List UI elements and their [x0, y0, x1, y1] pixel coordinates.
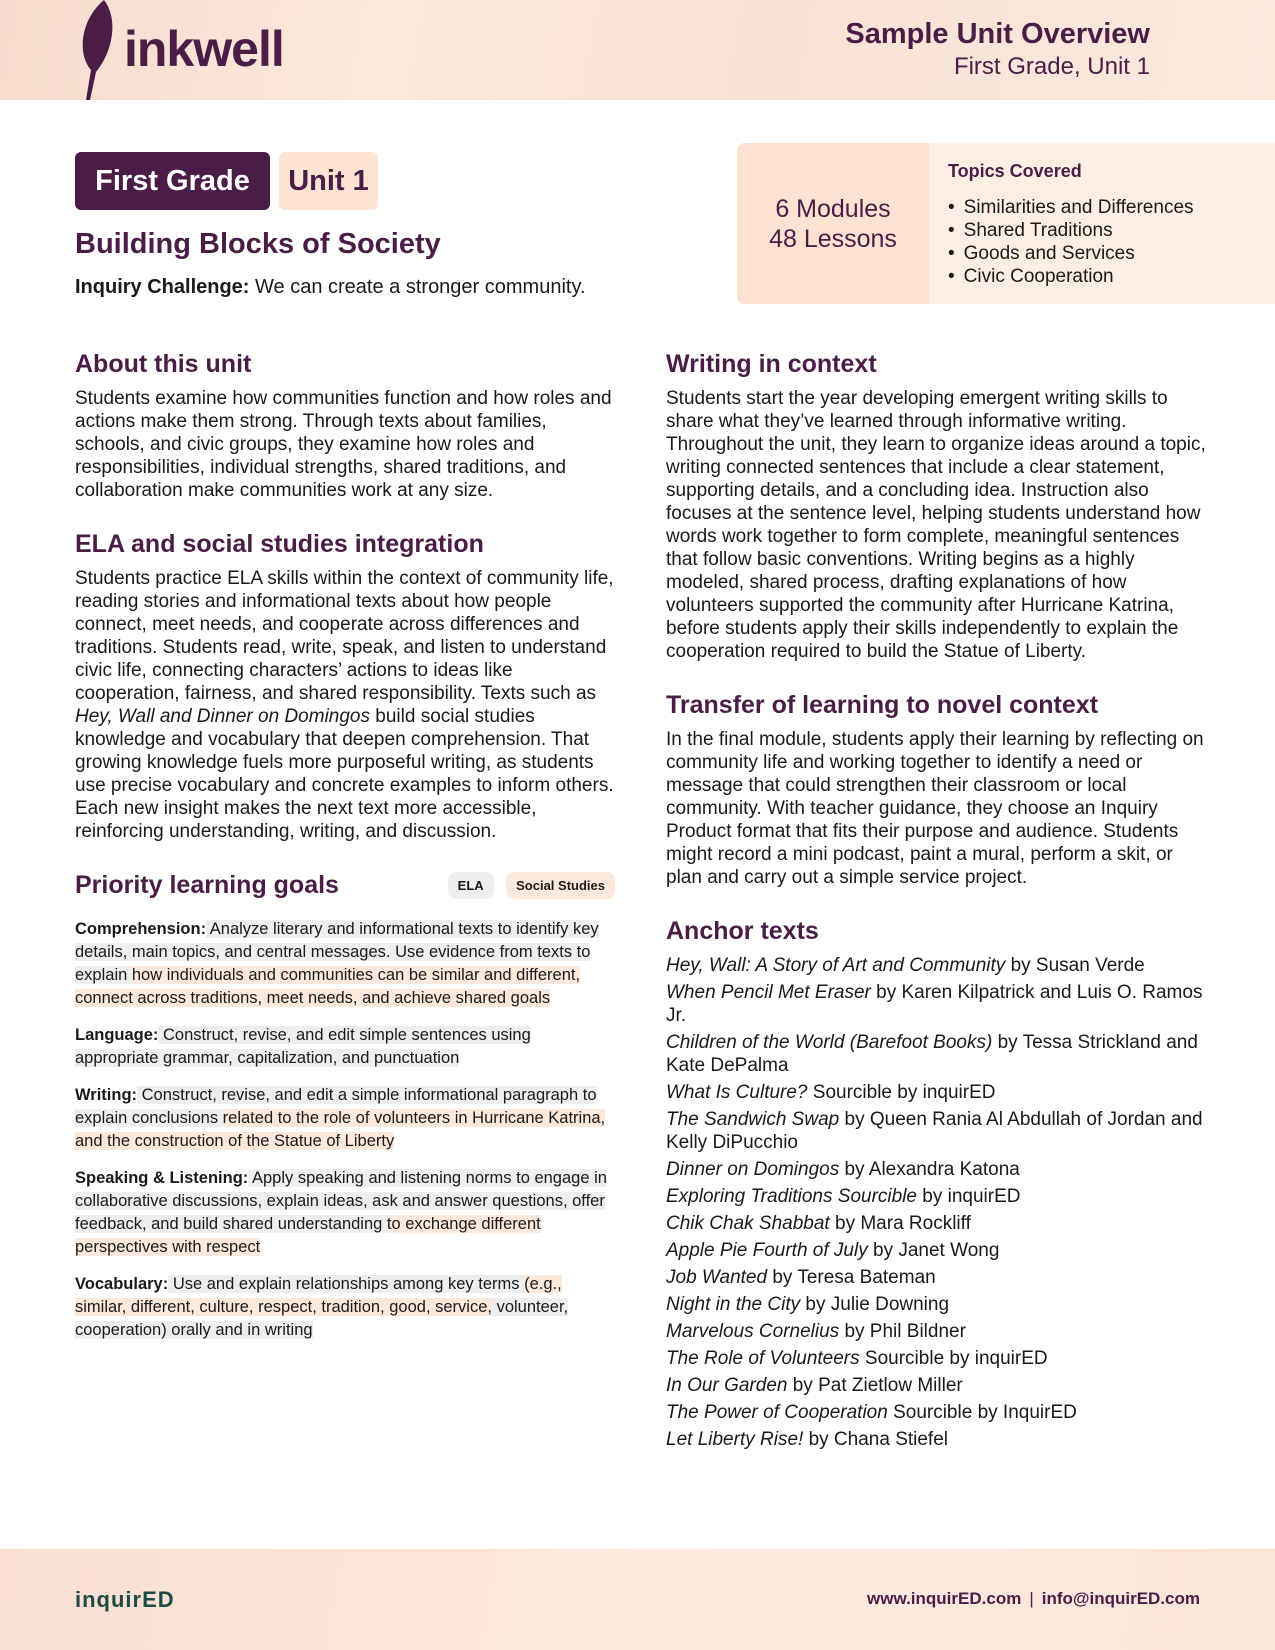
anchor-text-item: Let Liberty Rise! by Chana Stiefel: [666, 1429, 948, 1450]
topics-heading: Topics Covered: [948, 161, 1082, 181]
anchor-text-item: What Is Culture? Sourcible by inquirED: [666, 1082, 996, 1103]
integration-section: [75, 530, 615, 843]
section-heading: ELA and social studies integration: [75, 530, 484, 558]
section-text: Students examine how communities function and how roles and actions make them strong. Through texts about families, schools, and civic groups, they examine how roles and responsibilities, individual strengths, shared traditions, and collaboration make communities work at any size.: [75, 388, 612, 501]
anchor-text-item: Exploring Traditions Sourcible by inquirED: [666, 1186, 1021, 1207]
anchor-text-item: Chik Chak Shabbat by Mara Rockliff: [666, 1213, 971, 1234]
inquiry-challenge: [75, 276, 586, 299]
section-heading: Transfer of learning to novel context: [666, 691, 1099, 719]
section-heading: Anchor texts: [666, 917, 819, 945]
writing-section: [666, 350, 1206, 663]
social-studies-tag: Social Studies: [506, 872, 615, 899]
topic-item: • Shared Traditions: [948, 219, 1194, 242]
section-heading: Writing in context: [666, 350, 877, 378]
inquired-logo: inquirED: [75, 1587, 175, 1612]
anchor-text-item: The Sandwich Swap by Queen Rania Al Abdullah of Jordan and Kelly DiPucchio: [666, 1109, 1203, 1153]
inquiry-text: We can create a stronger community.: [249, 276, 586, 298]
anchor-text-item: Children of the World (Barefoot Books) by Tessa Strickland and Kate DePalma: [666, 1032, 1198, 1076]
inquiry-label: Inquiry Challenge:: [75, 276, 250, 298]
right-column: [666, 350, 1206, 1455]
anchor-text-item: Dinner on Domingos by Alexandra Katona: [666, 1159, 1020, 1180]
left-column: [75, 350, 615, 1356]
goal-speaking-listening: Speaking & Listening: Apply speaking and listening norms to engage in collaborative discussions, explain ideas, ask and answer questions, offer feedback, and build shared understanding to exchange different perspectives with respect: [75, 1169, 607, 1256]
anchor-texts-section: [666, 917, 1206, 1451]
goal-vocabulary: Vocabulary: Use and explain relationships among key terms (e.g., similar, different, culture, respect, tradition, good, service, volunteer, cooperation) orally and in writing: [75, 1275, 569, 1339]
goal-writing: Writing: Construct, revise, and edit a simple informational paragraph to explain conclusions related to the role of volunteers in Hurricane Katrina, and the construction of the Statue of Liberty: [75, 1086, 606, 1150]
anchor-text-item: Apple Pie Fourth of July by Janet Wong: [666, 1240, 1000, 1261]
anchor-text-item: Job Wanted by Teresa Bateman: [666, 1267, 936, 1288]
separator: |: [1029, 1589, 1034, 1608]
topic-item: • Civic Cooperation: [948, 265, 1194, 288]
about-section: [75, 350, 615, 502]
topics-covered: [948, 161, 1194, 288]
feather-icon: [74, 0, 118, 100]
unit-title: Building Blocks of Society: [75, 228, 441, 260]
section-text: In the final module, students apply their learning by reflecting on community life and working together to identify a need or message that could strengthen their classroom or local community. With teacher guidance, they choose an Inquiry Product format that fits their purpose and audience. Students might record a mini podcast, paint a mural, perform a skit, or plan and carry out a simple service project.: [666, 729, 1204, 888]
document-subtitle: First Grade, Unit 1: [953, 53, 1150, 80]
grade-badge: First Grade: [75, 152, 270, 210]
anchor-text-item: Hey, Wall: A Story of Art and Community by Susan Verde: [666, 955, 1145, 976]
anchor-text-item: Night in the City by Julie Downing: [666, 1294, 950, 1315]
section-text: Students practice ELA skills within the context of community life, reading stories and informational texts about how people connect, meet needs, and cooperate across differences and traditions. Students read, write, speak, and listen to understand civic life, connecting characters’ actions to ideas like cooperation, fairness, and shared responsibility. Texts such as Hey, Wall and Dinner on Domingos build social studies knowledge and vocabulary that deepen comprehension. That growing knowledge fuels more purposeful writing, as students use precise vocabulary and concrete examples to inform others. Each new insight makes the next text more accessible, reinforcing understanding, writing, and discussion.: [75, 568, 614, 842]
lessons-count: 48 Lessons: [769, 224, 897, 253]
unit-badge: Unit 1: [279, 152, 378, 210]
anchor-text-item: The Role of Volunteers Sourcible by inquirED: [666, 1348, 1048, 1369]
email-link[interactable]: info@inquirED.com: [1041, 1589, 1200, 1608]
document-title: Sample Unit Overview: [845, 18, 1150, 50]
section-text: Students start the year developing emergent writing skills to share what they’ve learned through informative writing. Throughout the unit, they learn to organize ideas around a topic, writing connected sentences that include a clear statement, supporting details, and a concluding idea. Instruction also focuses at the sentence level, helping students understand how words work together to form complete, meaningful sentences that follow basic conventions. Writing begins as a highly modeled, shared process, drafting explanations of how volunteers supported the community after Hurricane Katrina, before students apply their skills independently to explain the cooperation required to build the Statue of Liberty.: [666, 388, 1206, 662]
anchor-text-item: The Power of Cooperation Sourcible by InquirED: [666, 1402, 1077, 1423]
section-heading: Priority learning goals: [75, 871, 339, 899]
anchor-text-item: When Pencil Met Eraser by Karen Kilpatrick and Luis O. Ramos Jr.: [666, 982, 1203, 1026]
transfer-section: [666, 691, 1206, 889]
topic-item: • Similarities and Differences: [948, 196, 1194, 219]
topic-item: • Goods and Services: [948, 242, 1194, 265]
logo-text: inkwell: [124, 21, 284, 77]
anchor-text-item: In Our Garden by Pat Zietlow Miller: [666, 1375, 963, 1396]
goals-section: [75, 871, 615, 1342]
inkwell-logo: [74, 0, 284, 100]
section-heading: About this unit: [75, 350, 252, 378]
modules-count: 6 Modules: [775, 194, 891, 223]
header: [0, 0, 1275, 100]
goal-comprehension: Comprehension: Analyze literary and informational texts to identify key details, main topics, and central messages. Use evidence from texts to explain how individuals and communities can be similar and different, connect across traditions, meet needs, and achieve shared goals: [75, 920, 599, 1007]
goal-language: Language: Construct, revise, and edit simple sentences using appropriate grammar, capitalization, and punctuation: [75, 1026, 531, 1067]
website-link[interactable]: www.inquirED.com: [867, 1589, 1022, 1608]
unit-stats-card: [737, 143, 1275, 304]
footer: [0, 1549, 1275, 1650]
ela-tag: ELA: [448, 872, 494, 899]
anchor-text-item: Marvelous Cornelius by Phil Bildner: [666, 1321, 966, 1342]
